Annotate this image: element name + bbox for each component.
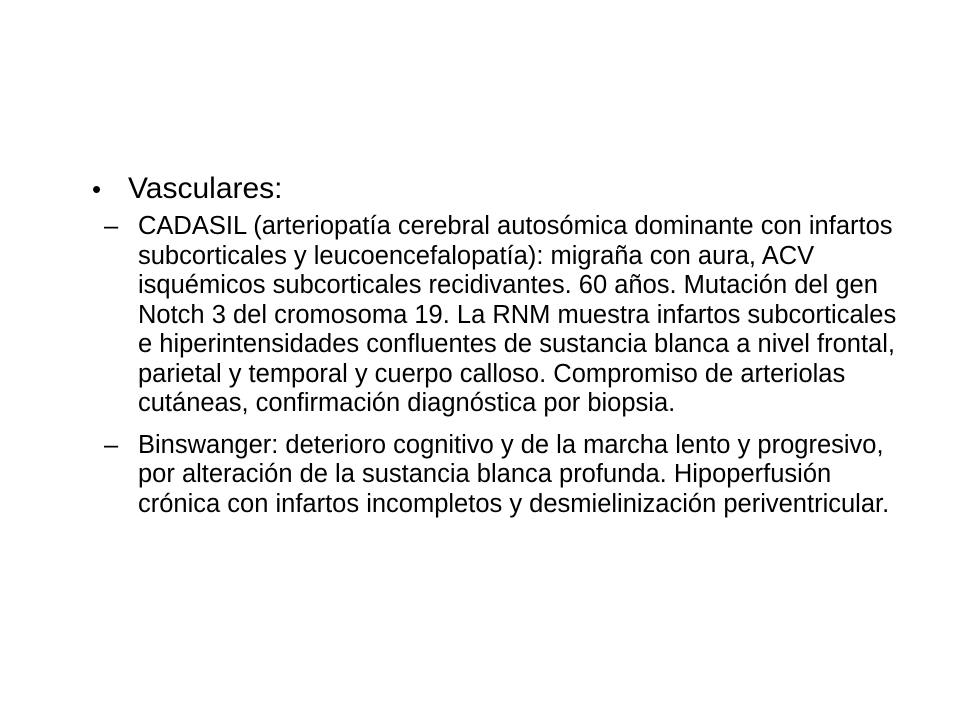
sub-bullet-cadasil bbox=[92, 212, 912, 419]
sub-bullet-list bbox=[92, 212, 912, 519]
sub-bullet-text: CADASIL (arteriopatía cerebral autosómica dominante con infartos subcorticales y leucoencefalopatía): migraña con aura, ACV isquémicos subcorticales recidivantes. 60 años. Mutación del gen Notch 3 del cromosoma 19. La RNM muestra infartos subcorticales e hiperintensidades confluentes de sustancia blanca a nivel frontal, parietal y temporal y cuerpo calloso. Compromiso de arteriolas cutáneas, confirmación diagnóstica por biopsia. bbox=[138, 212, 897, 417]
sub-bullet-text: Binswanger: deterioro cognitivo y de la marcha lento y progresivo, por alteración de la sustancia blanca profunda. Hipoperfusión crónica con infartos incompletos y desmielinización periventricular. bbox=[138, 430, 890, 518]
sub-bullet-binswanger bbox=[92, 431, 912, 520]
dash-icon: – bbox=[104, 430, 119, 459]
bullet-heading: Vasculares: bbox=[128, 172, 283, 205]
dash-icon: – bbox=[104, 212, 119, 240]
bullet-icon: • bbox=[92, 174, 102, 204]
bullet-item-vasculares bbox=[92, 166, 912, 212]
bullet-list bbox=[92, 166, 912, 531]
